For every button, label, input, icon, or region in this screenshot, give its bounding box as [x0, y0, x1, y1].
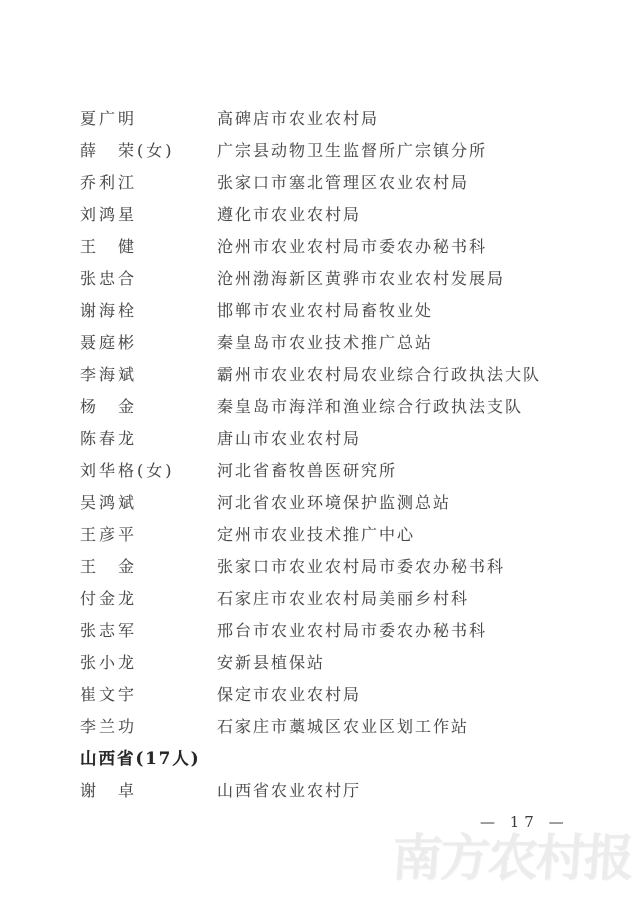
roster-row [80, 295, 610, 327]
person-name: 李兰功 [80, 717, 138, 736]
person-organization: 邯郸市农业农村局畜牧业处 [217, 301, 434, 320]
person-organization: 张家口市塞北管理区农业农村局 [217, 173, 470, 192]
roster-row [80, 199, 610, 231]
person-name: 王 健 [80, 237, 138, 256]
roster-row [80, 167, 610, 199]
person-organization: 高碑店市农业农村局 [217, 109, 380, 128]
person-name: 夏广明 [80, 109, 138, 128]
person-organization: 霸州市农业农村局农业综合行政执法大队 [217, 365, 542, 384]
person-organization: 山西省农业农村厅 [217, 781, 362, 800]
roster-row [80, 711, 610, 743]
section-heading-shanxi [80, 743, 610, 775]
person-name: 聂庭彬 [80, 333, 138, 352]
person-organization: 沧州市农业农村局市委农办秘书科 [217, 237, 488, 256]
roster-row [80, 103, 610, 135]
roster-row [80, 231, 610, 263]
person-name: 崔文宇 [80, 685, 138, 704]
roster-row [80, 679, 610, 711]
person-organization: 石家庄市藁城区农业区划工作站 [217, 717, 470, 736]
section-heading-label: 山西省(17人) [80, 749, 201, 768]
person-name: 李海斌 [80, 365, 138, 384]
person-organization: 沧州渤海新区黄骅市农业农村发展局 [217, 269, 506, 288]
roster-row [80, 423, 610, 455]
person-organization: 河北省畜牧兽医研究所 [217, 461, 398, 480]
person-organization: 石家庄市农业农村局美丽乡村科 [217, 589, 470, 608]
roster-row [80, 487, 610, 519]
roster-row [80, 647, 610, 679]
person-organization: 邢台市农业农村局市委农办秘书科 [217, 621, 488, 640]
person-organization: 秦皇岛市海洋和渔业综合行政执法支队 [217, 397, 524, 416]
person-name: 谢 卓 [80, 781, 138, 800]
person-name: 薛 荣(女) [80, 141, 175, 160]
person-name: 王 金 [80, 557, 138, 576]
person-name: 刘华格(女) [80, 461, 175, 480]
person-organization: 河北省农业环境保护监测总站 [217, 493, 452, 512]
roster-row [80, 583, 610, 615]
person-organization: 安新县植保站 [217, 653, 326, 672]
person-name: 杨 金 [80, 397, 138, 416]
roster-row [80, 327, 610, 359]
person-name: 王彦平 [80, 525, 138, 544]
page-number: — 17 — [480, 813, 569, 831]
person-organization: 广宗县动物卫生监督所广宗镇分所 [217, 141, 488, 160]
person-organization: 张家口市农业农村局市委农办秘书科 [217, 557, 506, 576]
person-name: 刘鸿星 [80, 205, 138, 224]
roster-row [80, 551, 610, 583]
person-organization: 定州市农业技术推广中心 [217, 525, 416, 544]
roster-row [80, 455, 610, 487]
watermark-text: 南方农村报 [389, 828, 635, 887]
person-name: 张小龙 [80, 653, 138, 672]
roster-row [80, 135, 610, 167]
person-name: 张志军 [80, 621, 138, 640]
person-name: 陈春龙 [80, 429, 138, 448]
person-organization: 秦皇岛市农业技术推广总站 [217, 333, 434, 352]
person-organization: 遵化市农业农村局 [217, 205, 362, 224]
roster-row [80, 263, 610, 295]
person-name: 付金龙 [80, 589, 138, 608]
person-organization: 保定市农业农村局 [217, 685, 362, 704]
person-name: 张忠合 [80, 269, 138, 288]
roster-row [80, 391, 610, 423]
person-organization: 唐山市农业农村局 [217, 429, 362, 448]
roster-row [80, 519, 610, 551]
person-name: 吴鸿斌 [80, 493, 138, 512]
person-name: 乔利江 [80, 173, 138, 192]
roster-row [80, 775, 610, 807]
roster-list [80, 103, 610, 807]
roster-row [80, 615, 610, 647]
person-name: 谢海栓 [80, 301, 138, 320]
roster-row [80, 359, 610, 391]
